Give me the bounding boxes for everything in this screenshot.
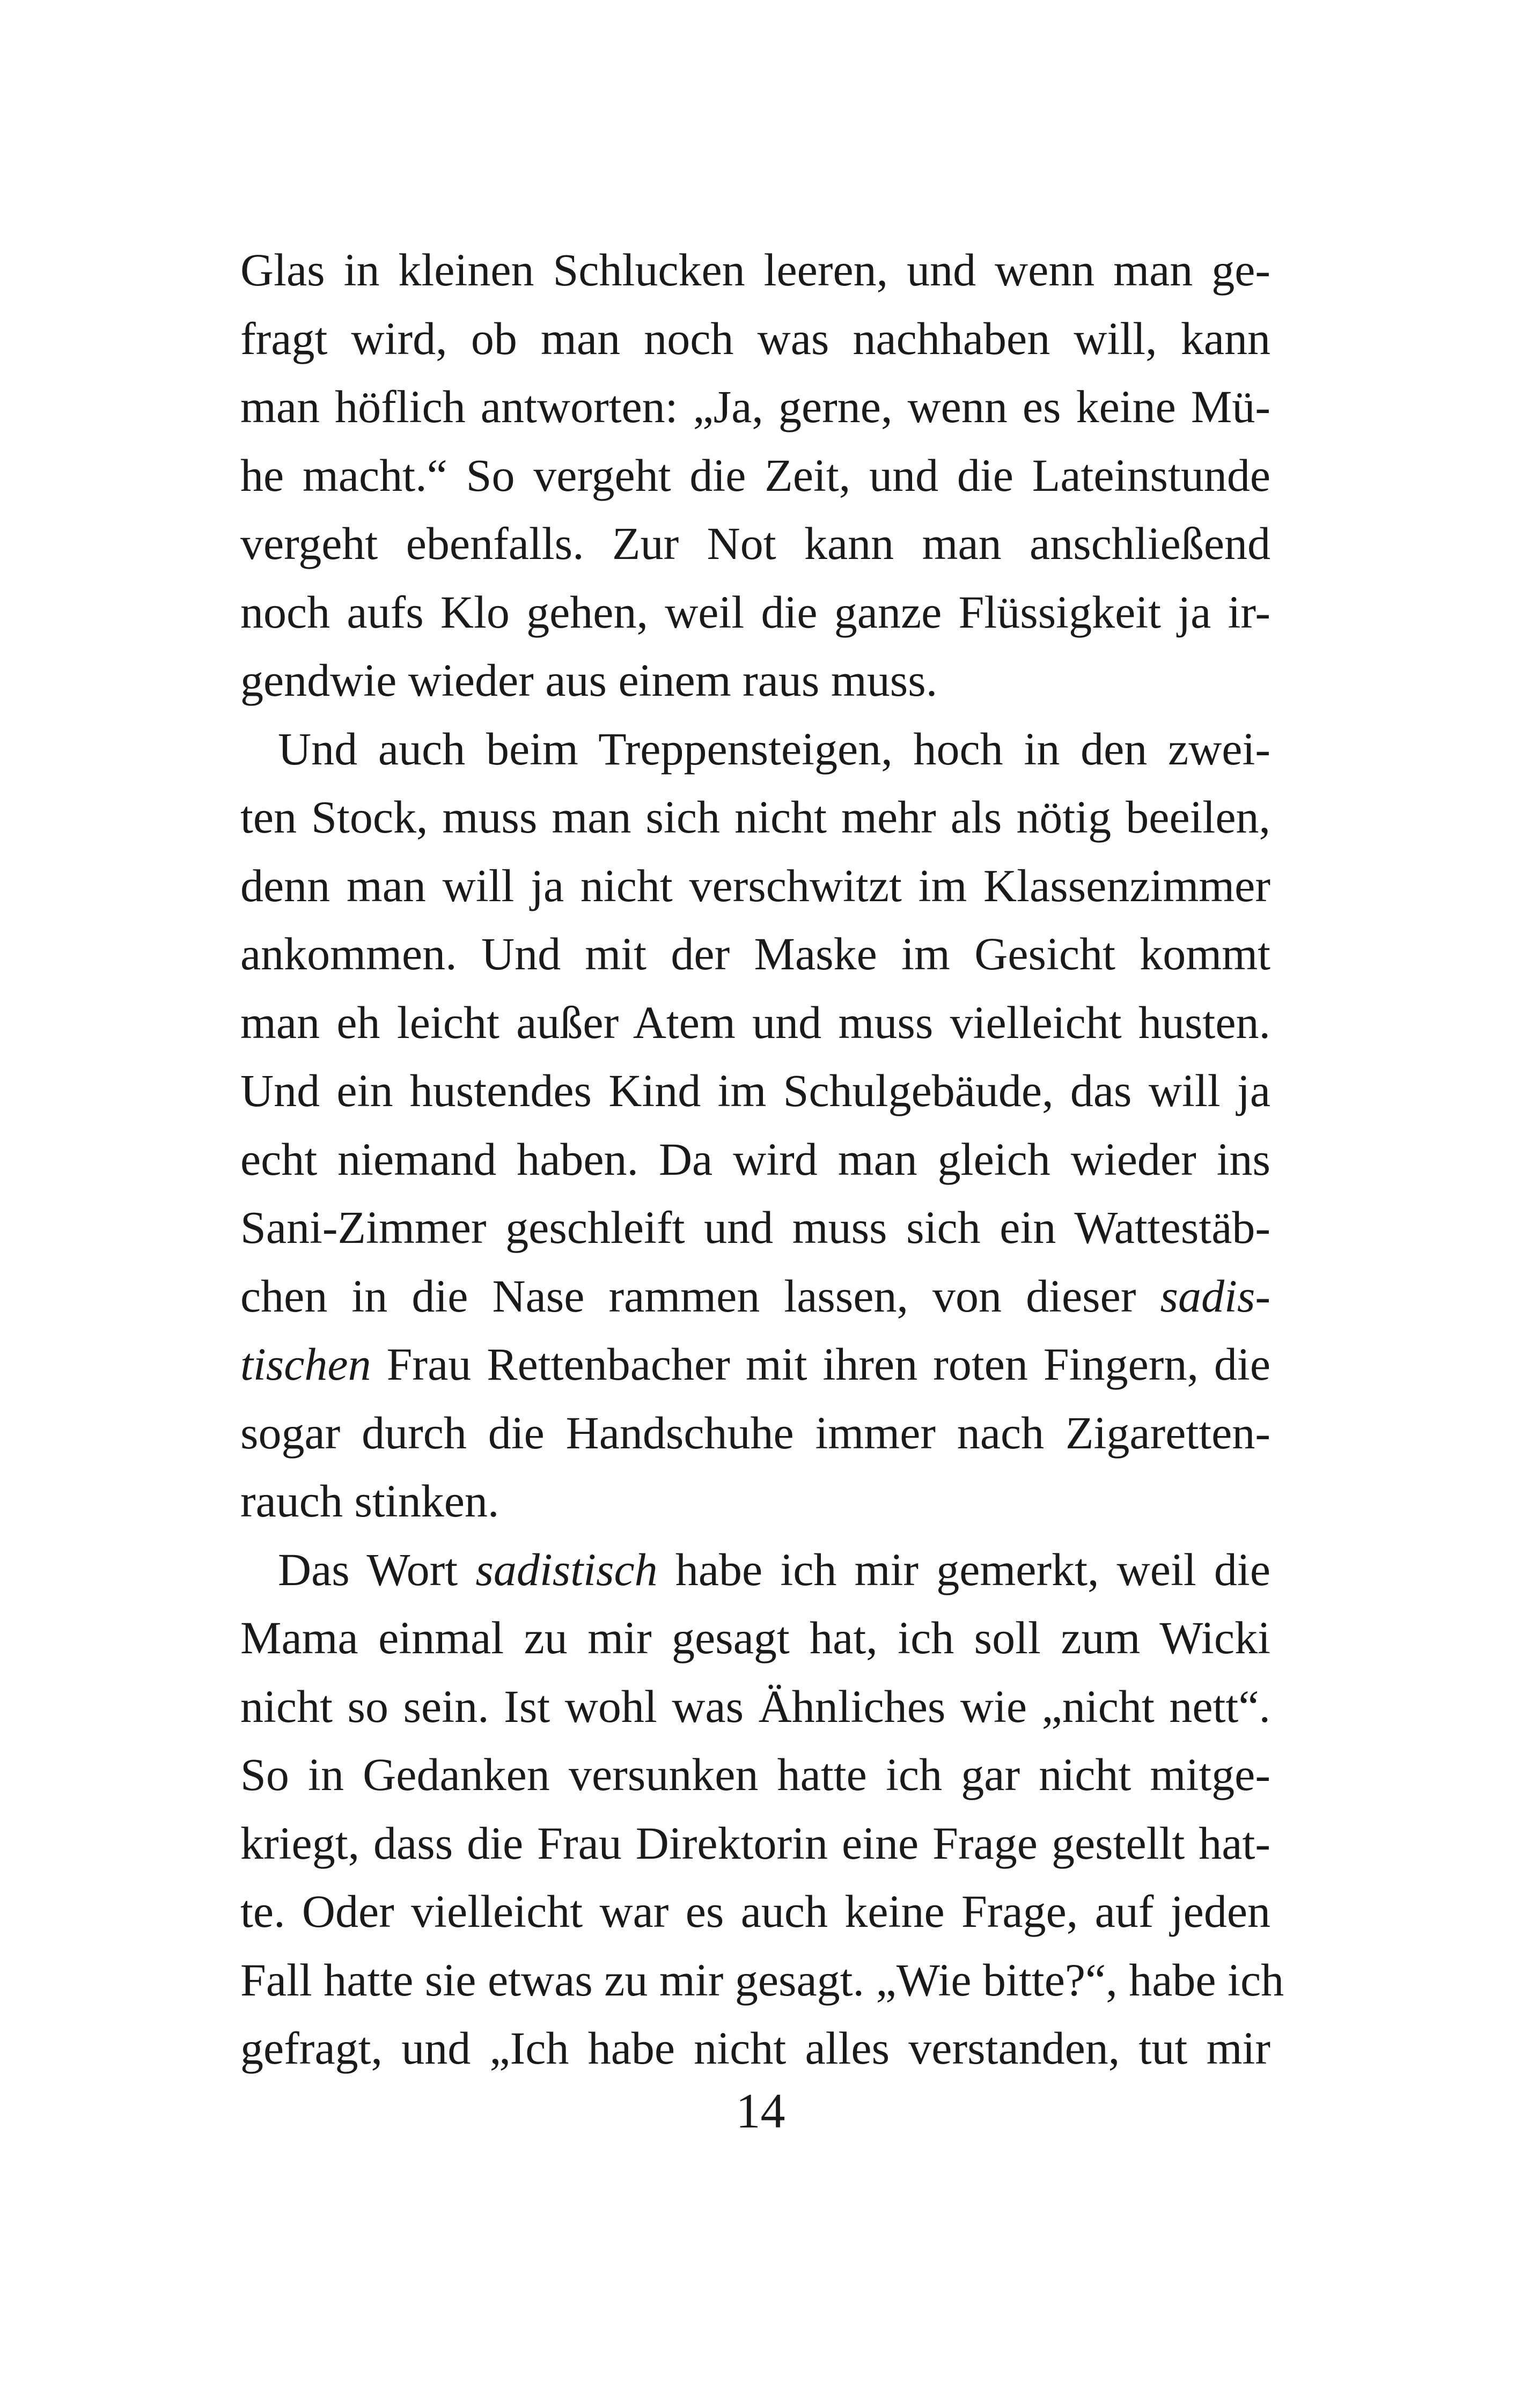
text-line: noch aufs Klo gehen, weil die ganze Flüssigkeit ja ir- (240, 586, 1270, 638)
text-line: rauch stinken. (240, 1475, 499, 1527)
text-line: Fall hatte sie etwas zu mir gesagt. „Wie bitte?“, habe ich (240, 1954, 1284, 2006)
text-line: tischen Frau Rettenbacher mit ihren roten Fingern, die (240, 1338, 1270, 1390)
text-line: te. Oder vielleicht war es auch keine Frage, auf jeden (240, 1886, 1270, 1937)
text-line: kriegt, dass die Frau Direktorin eine Frage gestellt hat- (240, 1817, 1270, 1869)
text-line: Mama einmal zu mir gesagt hat, ich soll zum Wicki (240, 1612, 1270, 1663)
text-line: denn man will ja nicht verschwitzt im Klassenzimmer (240, 859, 1270, 911)
text-line: Das Wort sadistisch habe ich mir gemerkt, weil die (278, 1543, 1270, 1595)
text-line: So in Gedanken versunken hatte ich gar nicht mitge- (240, 1749, 1270, 1800)
page-number: 14 (736, 2083, 785, 2138)
text-line: nicht so sein. Ist wohl was Ähnliches wie „nicht nett“. (240, 1680, 1270, 1732)
text-line: fragt wird, ob man noch was nachhaben will, kann (240, 312, 1270, 364)
text-line: he macht.“ So vergeht die Zeit, und die Lateinstunde (240, 449, 1270, 501)
text-line: vergeht ebenfalls. Zur Not kann man anschließend (240, 518, 1270, 569)
italic-word: sadis- (1160, 1270, 1270, 1322)
text-line: echt niemand haben. Da wird man gleich wieder ins (240, 1133, 1270, 1185)
text-line: Glas in kleinen Schlucken leeren, und wenn man ge- (240, 244, 1270, 296)
text-line: chen in die Nase rammen lassen, von dieser sadis- (240, 1270, 1270, 1322)
text-line: Und ein hustendes Kind im Schulgebäude, das will ja (240, 1065, 1270, 1116)
text-line: gendwie wieder aus einem raus muss. (240, 654, 938, 706)
italic-word: sadistisch (475, 1543, 658, 1595)
text-line: man höflich antworten: „Ja, gerne, wenn es keine Mü- (240, 381, 1270, 432)
text-line: Und auch beim Treppensteigen, hoch in den zwei- (278, 723, 1270, 775)
text-line: sogar durch die Handschuhe immer nach Zigaretten- (240, 1406, 1270, 1459)
text-line: gefragt, und „Ich habe nicht alles verstanden, tut mir (240, 2022, 1270, 2074)
text-line: ankommen. Und mit der Maske im Gesicht kommt (240, 928, 1270, 980)
text-line: man eh leicht außer Atem und muss vielleicht husten. (240, 996, 1270, 1048)
text-line: ten Stock, muss man sich nicht mehr als nötig beeilen, (240, 791, 1270, 843)
body-text (240, 236, 1284, 2083)
text-line: Sani-Zimmer geschleift und muss sich ein Wattestäb- (240, 1202, 1270, 1253)
italic-word: tischen (240, 1338, 371, 1390)
